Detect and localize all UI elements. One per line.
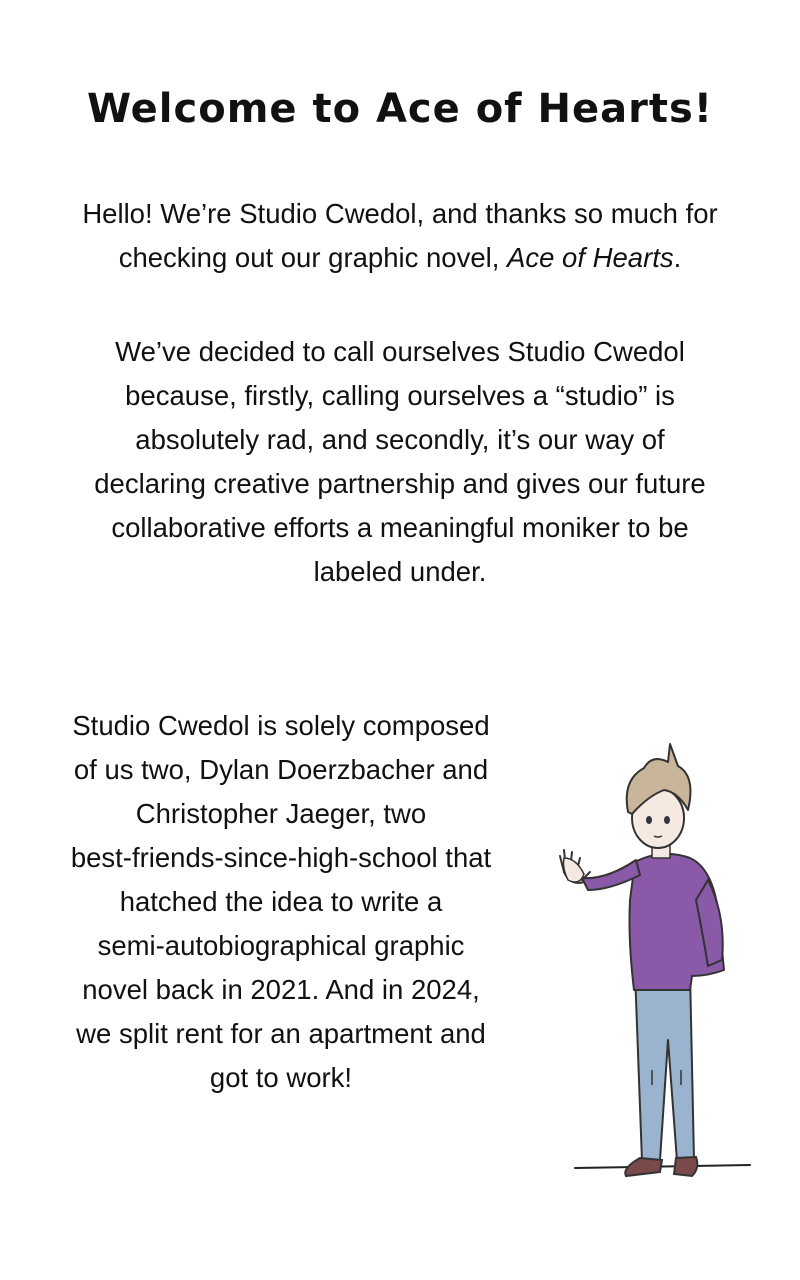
- intro-line: Hello! We’re Studio Cwedol, and thanks so much for: [82, 198, 718, 229]
- paragraph-line: declaring creative partnership and gives our future: [94, 468, 706, 499]
- intro-line: [20, 236, 780, 280]
- paragraph-line: Christopher Jaeger, two: [135, 798, 427, 829]
- paragraph-line: of us two, Dylan Doerzbacher and: [73, 754, 489, 785]
- paragraph-line: Studio Cwedol is solely composed: [72, 710, 490, 741]
- paragraph-line: semi-autobiographical graphic: [97, 930, 465, 961]
- intro-text: .: [673, 242, 682, 273]
- paragraph-line: novel back in 2021. And in 2024,: [82, 974, 480, 1005]
- paragraph-line: got to work!: [209, 1062, 353, 1093]
- page-title: Welcome to Ace of Hearts!: [86, 86, 713, 132]
- paragraph-line: we split rent for an apartment and: [76, 1018, 486, 1049]
- paragraph-line: collaborative efforts a meaningful moniker to be: [111, 512, 689, 543]
- paragraph-line: absolutely rad, and secondly, it’s our way of: [135, 424, 665, 455]
- paragraph-line: hatched the idea to write a: [119, 886, 443, 917]
- paragraph-line: We’ve decided to call ourselves Studio Cwedol: [115, 336, 685, 367]
- paragraph-line: labeled under.: [313, 556, 487, 587]
- members-paragraph: [24, 704, 538, 1100]
- paragraph-line: best-friends-since-high-school that: [70, 842, 492, 873]
- waving-person-illustration: [540, 740, 770, 1210]
- paragraph-line: because, firstly, calling ourselves a “studio” is: [125, 380, 675, 411]
- studio-name-paragraph: [20, 330, 780, 594]
- intro-paragraph: [20, 192, 780, 280]
- book-title: Ace of Hearts: [507, 242, 674, 273]
- intro-text: checking out our graphic novel,: [118, 242, 508, 273]
